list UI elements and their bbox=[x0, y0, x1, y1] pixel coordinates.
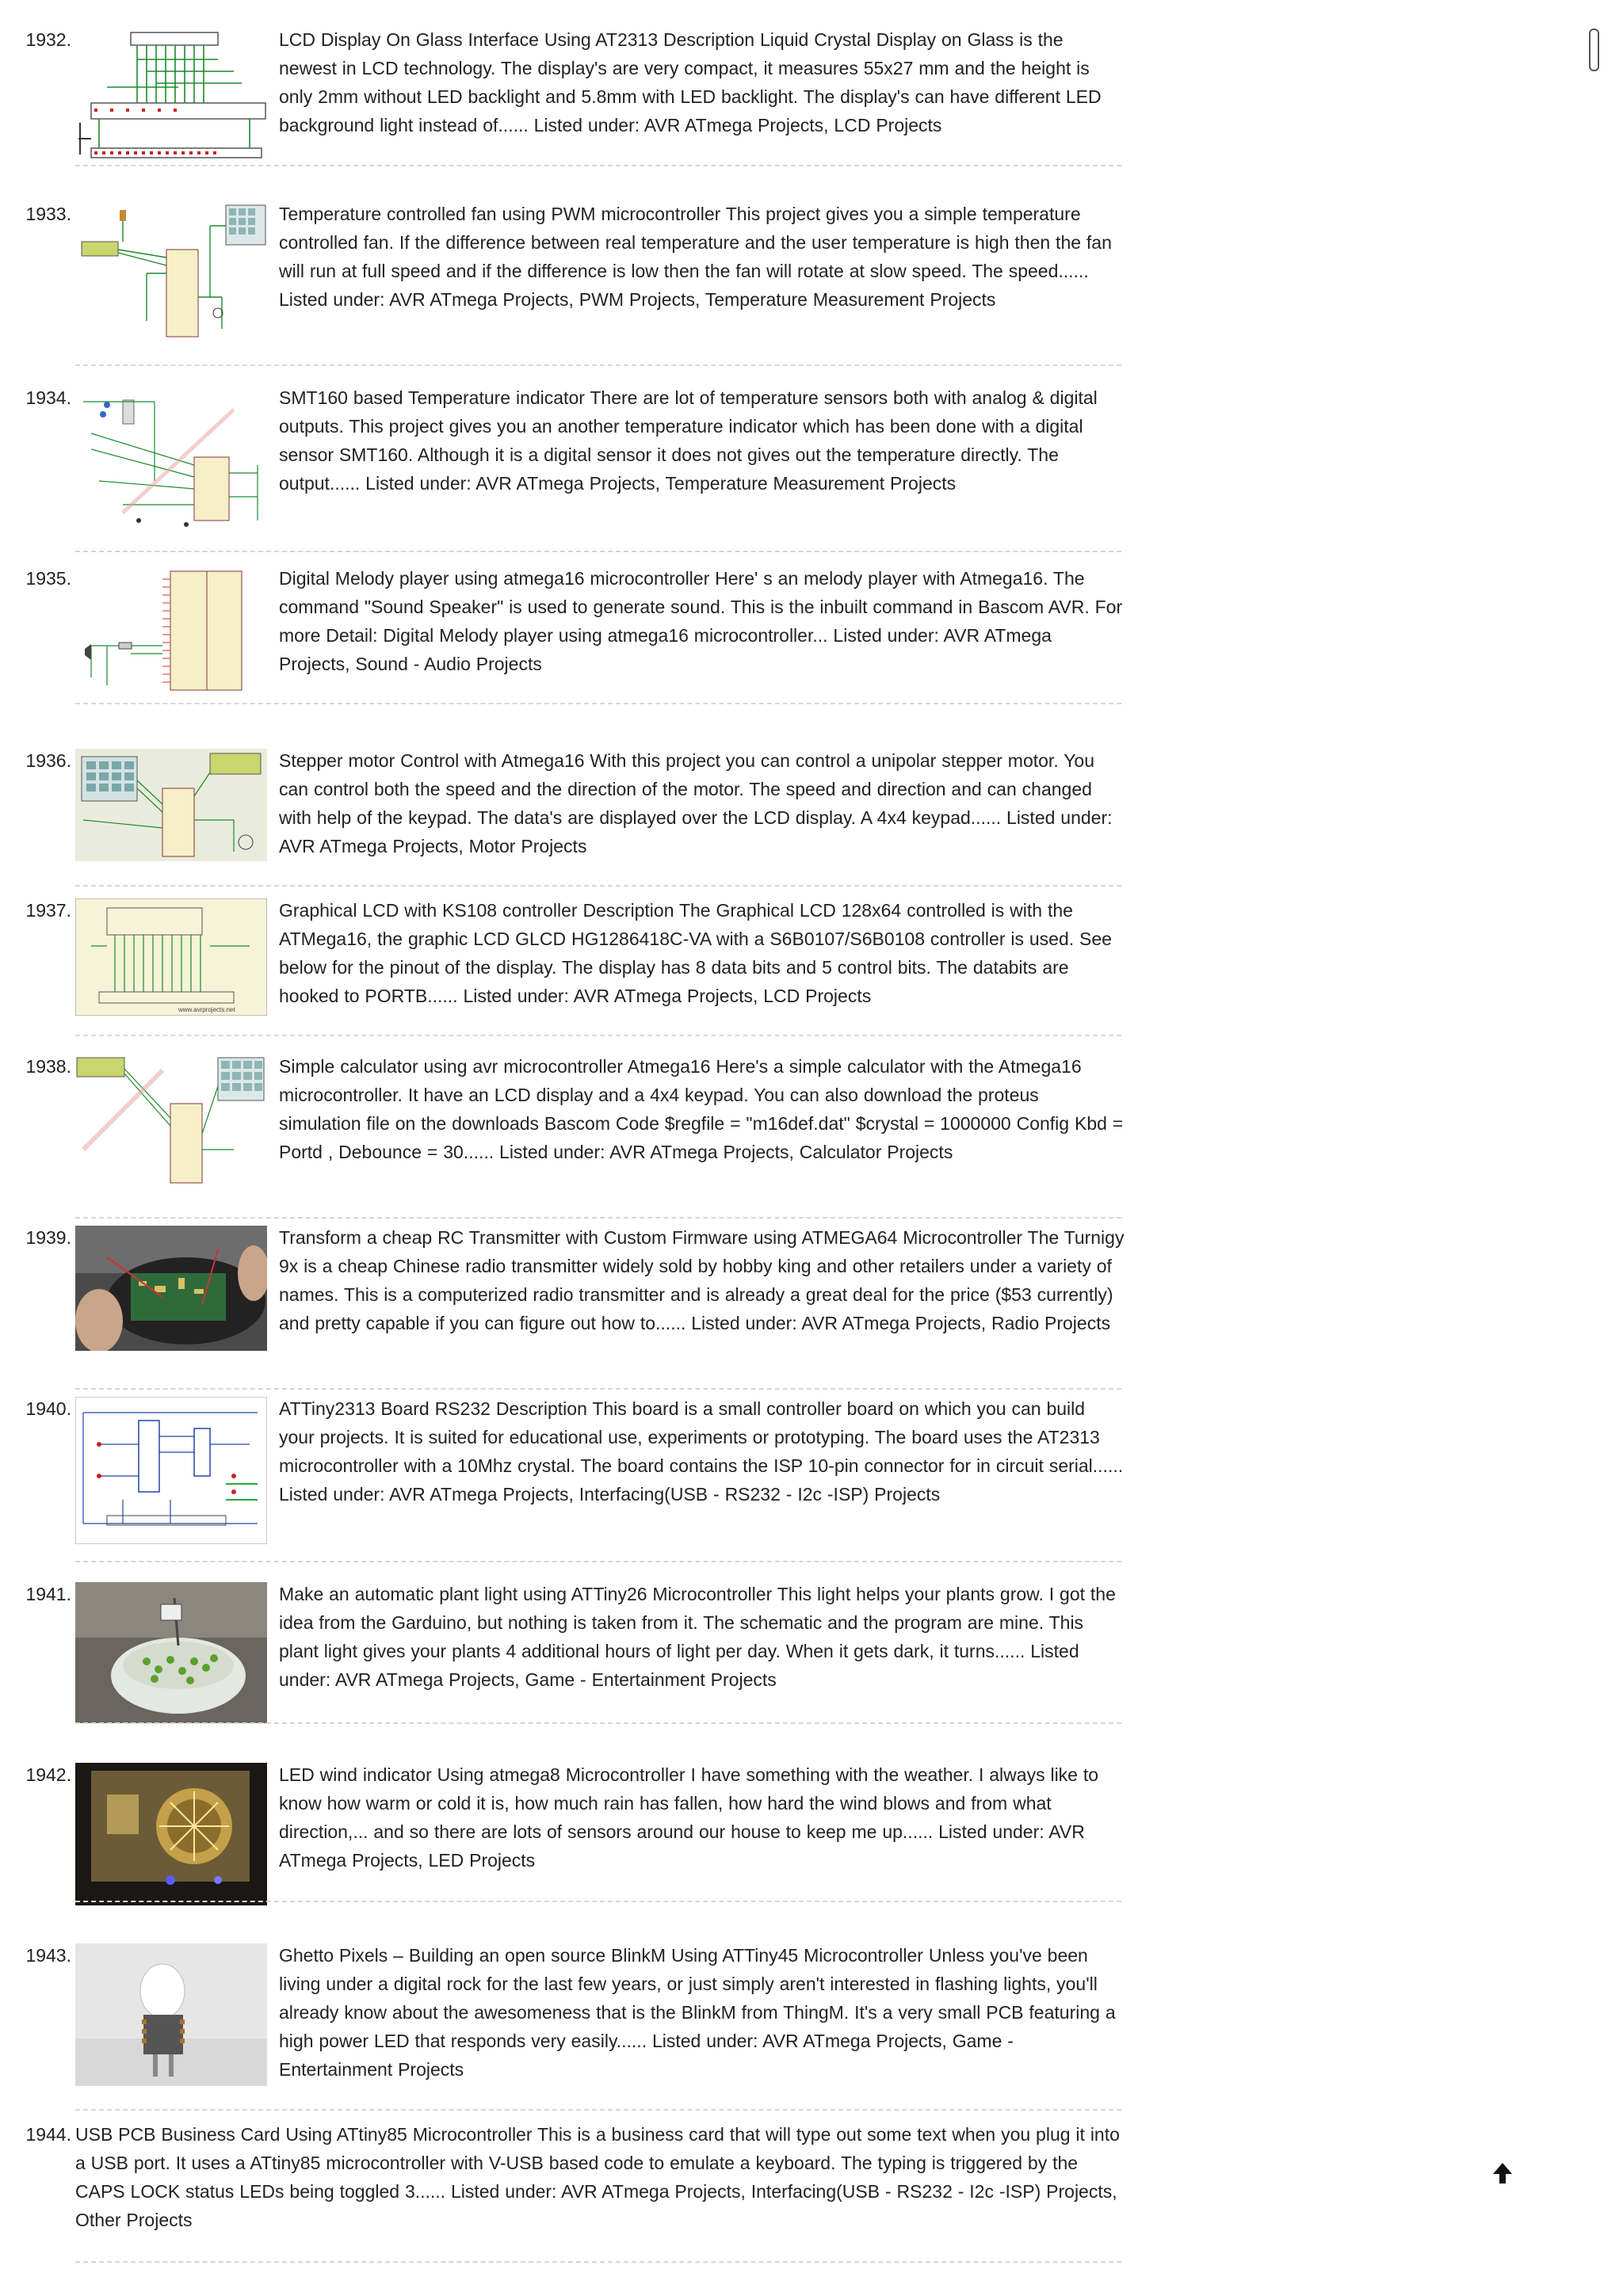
item-separator bbox=[75, 885, 1121, 887]
item-description[interactable]: LCD Display On Glass Interface Using AT2313 Description Liquid Crystal Display on Glass is the newest in LCD technology. The display's are very compact, it measures 55x27 mm and the height is only 2mm without LED backlight and 5.8mm with LED backlight. The display's can have different LED background light instead of...... Listed under: AVR ATmega Projects, LCD Projects bbox=[279, 29, 1102, 135]
item-number: 1932. bbox=[25, 29, 71, 50]
item-number: 1933. bbox=[25, 204, 71, 224]
item-separator bbox=[75, 2261, 1121, 2263]
item-separator bbox=[75, 364, 1121, 366]
item-number: 1943. bbox=[25, 1945, 71, 1966]
back-to-top-button[interactable] bbox=[1488, 2159, 1517, 2187]
item-separator bbox=[75, 1722, 1121, 1724]
item-description[interactable]: Graphical LCD with KS108 controller Description The Graphical LCD 128x64 controlled is with the ATMega16, the graphic LCD GLCD HG1286418C-VA with a S6B0107/S6B0108 controller is used. See below for the pinout of the display. The display has 8 data bits and 5 control bits. The databits are hooked to PORTB...... Listed under: AVR ATmega Projects, LCD Projects bbox=[279, 900, 1112, 1006]
svg-text:www.avrprojects.net: www.avrprojects.net bbox=[178, 1006, 235, 1013]
item-number: 1941. bbox=[25, 1584, 71, 1604]
item-separator bbox=[75, 1561, 1121, 1562]
item-description[interactable]: Make an automatic plant light using ATTiny26 Microcontroller This light helps your plants grow. I got the idea from the Garduino, but nothing is taken from it. The schematic and the program are mine. This plant light gives your plants 4 additional hours of light per day. When it gets dark, it turns...... Listed under: AVR ATmega Projects, Game - Entertainment Projects bbox=[279, 1584, 1116, 1690]
item-separator bbox=[75, 1388, 1121, 1390]
item-number: 1937. bbox=[25, 900, 71, 921]
item-separator bbox=[75, 1901, 1121, 1902]
rs232-board-schematic-thumbnail[interactable] bbox=[75, 1397, 267, 1544]
smt160-schematic-thumbnail[interactable] bbox=[75, 386, 267, 535]
item-number: 1934. bbox=[25, 387, 71, 408]
item-description[interactable]: Temperature controlled fan using PWM microcontroller This project gives you a simple temperature controlled fan. If the difference between real temperature and the user temperature is high then the fan will run at full speed and if the difference is low then the fan will rotate at slow speed. The speed...... Listed under: AVR ATmega Projects, PWM Projects, Temperature Measurement Projects bbox=[279, 204, 1112, 310]
item-description[interactable]: ATTiny2313 Board RS232 Description This board is a small controller board on which you can build your projects. It is suited for educational use, experiments or prototyping. The board uses the AT2313 microcontroller with a 10Mhz crystal. The board contains the ISP 10-pin connector for in circuit serial...... Listed under: AVR ATmega Projects, Interfacing(USB - RS232 - I2c -ISP) Projects bbox=[279, 1398, 1124, 1505]
item-number: 1940. bbox=[25, 1398, 71, 1419]
item-description[interactable]: Stepper motor Control with Atmega16 With this project you can control a unipolar stepper motor. You can control both the speed and the direction of the motor. The speed and direction and can changed with help of the keypad. The data's are displayed over the LCD display. A 4x4 keypad...... Listed under: AVR ATmega Projects, Motor Projects bbox=[279, 750, 1113, 856]
calculator-schematic-thumbnail[interactable] bbox=[75, 1055, 267, 1194]
item-description[interactable]: Transform a cheap RC Transmitter with Custom Firmware using ATMEGA64 Microcontroller The Turnigy 9x is a cheap Chinese radio transmitter widely sold by hobby king and other retailers under a variety of names. This is a computerized radio transmitter and is already a great deal for the price ($53 currently) and pretty capable if you can figure out how to...... Listed under: AVR ATmega Projects, Radio Projects bbox=[279, 1227, 1125, 1333]
item-number: 1942. bbox=[25, 1764, 71, 1785]
lcd-schematic-thumbnail[interactable] bbox=[75, 28, 267, 164]
melody-schematic-thumbnail[interactable] bbox=[75, 566, 267, 700]
blinkm-photo[interactable] bbox=[75, 1943, 267, 2086]
glcd-schematic-thumbnail[interactable] bbox=[75, 898, 267, 1016]
item-separator bbox=[75, 703, 1121, 704]
item-separator bbox=[75, 1217, 1121, 1219]
item-separator bbox=[75, 2109, 1121, 2111]
item-separator bbox=[75, 165, 1121, 166]
fan-schematic-thumbnail[interactable] bbox=[75, 202, 267, 346]
item-description[interactable]: Ghetto Pixels – Building an open source BlinkM Using ATTiny45 Microcontroller Unless you've been living under a digital rock for the last few years, or just simply aren't interested in flashing lights, you'll already know about the awesomeness that is the BlinkM from ThingM. It's a very small PCB featuring a high power LED that responds very easily...... Listed under: AVR ATmega Projects, Game - Entertainment Projects bbox=[279, 1945, 1116, 2080]
item-description[interactable]: SMT160 based Temperature indicator There are lot of temperature sensors both with analog & digital outputs. This project gives you an another temperature indicator which has been done with a digital sensor SMT160. Although it is a digital sensor it does not gives out the temperature directly. The output...... Listed under: AVR ATmega Projects, Temperature Measurement Projects bbox=[279, 387, 1098, 494]
item-number: 1936. bbox=[25, 750, 71, 771]
item-number: 1944. bbox=[25, 2124, 71, 2145]
item-description[interactable]: Digital Melody player using atmega16 microcontroller Here' s an melody player with Atmega16. The command "Sound Speaker" is used to generate sound. This is the inbuilt command in Bascom AVR. For more Detail: Digital Melody player using atmega16 microcontroller... Listed under: AVR ATmega Projects, Sound - Audio Projects bbox=[279, 568, 1123, 674]
item-description[interactable]: USB PCB Business Card Using ATtiny85 Microcontroller This is a business card that will type out some text when you plug it into a USB port. It uses a ATtiny85 microcontroller with V-USB based code to emulate a keyboard. The typing is triggered by the CAPS LOCK status LEDs being toggled 3...... Listed under: AVR ATmega Projects, Interfacing(USB - RS232 - I2c -ISP) Projects, Other Projects bbox=[75, 2124, 1120, 2230]
item-number: 1938. bbox=[25, 1056, 71, 1077]
scrollbar-thumb[interactable] bbox=[1589, 29, 1599, 71]
arrow-up-icon bbox=[1491, 2161, 1514, 2185]
item-number: 1935. bbox=[25, 568, 71, 589]
item-number: 1939. bbox=[25, 1227, 71, 1248]
plant-light-photo[interactable] bbox=[75, 1582, 267, 1723]
item-description[interactable]: LED wind indicator Using atmega8 Microcontroller I have something with the weather. I always like to know how warm or cold it is, how much rain has fallen, how hard the wind blows and from what direction,... and so there are lots of sensors around our house to keep me up...... Listed under: AVR ATmega Projects, LED Projects bbox=[279, 1764, 1099, 1871]
item-separator bbox=[75, 551, 1121, 552]
item-description[interactable]: Simple calculator using avr microcontroller Atmega16 Here's a simple calculator with the Atmega16 microcontroller. It have an LCD display and a 4x4 keypad. You can also download the proteus simulation file on the downloads Bascom Code $regfile = "m16def.dat" $crystal = 1000000 Config Kbd = Portd , Debounce = 30...... Listed under: AVR ATmega Projects, Calculator Projects bbox=[279, 1056, 1124, 1162]
item-separator bbox=[75, 1035, 1121, 1036]
rc-transmitter-photo[interactable] bbox=[75, 1226, 267, 1351]
wind-indicator-photo[interactable] bbox=[75, 1763, 267, 1905]
stepper-schematic-thumbnail[interactable] bbox=[75, 749, 267, 861]
